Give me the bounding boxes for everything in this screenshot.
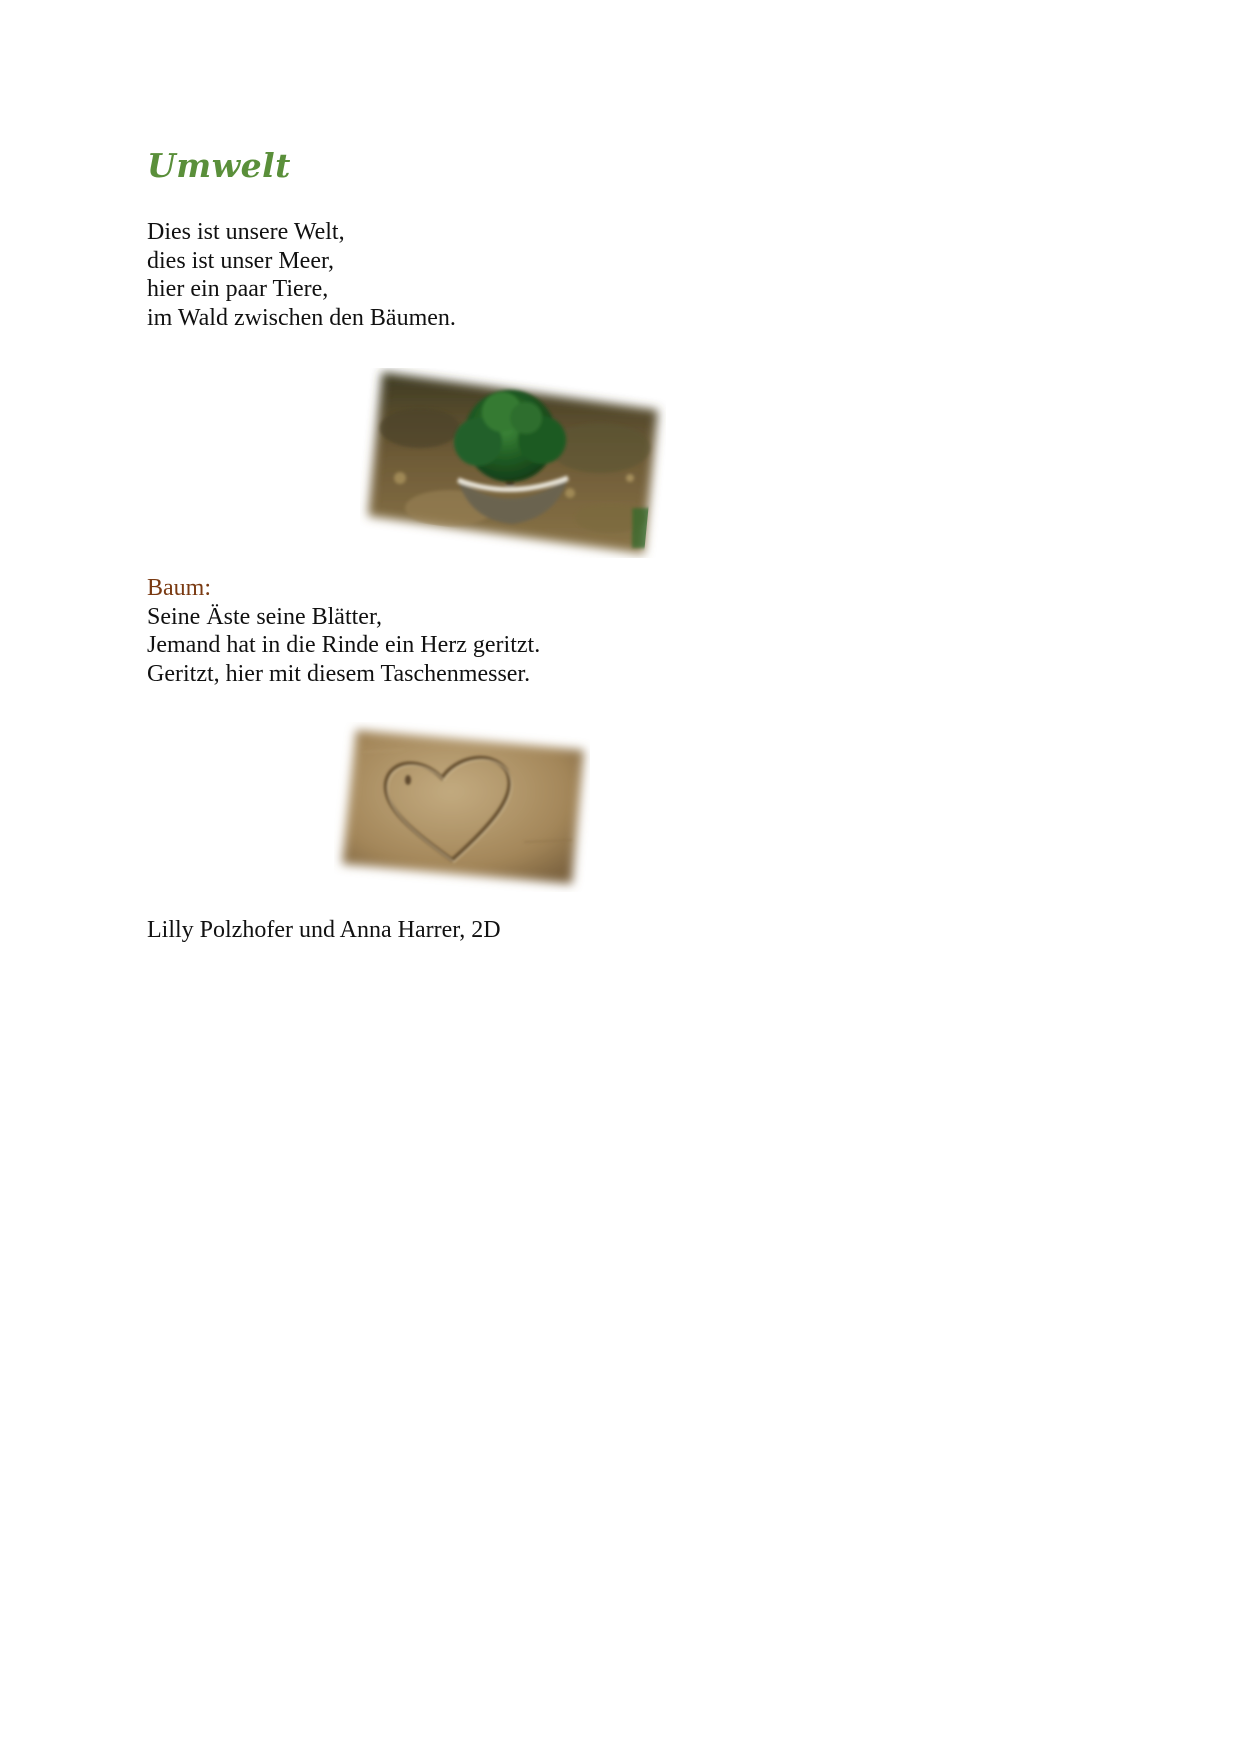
tree-photo-icon (360, 368, 666, 558)
poem-line: Dies ist unsere Welt, (147, 219, 345, 245)
poem-line: Jemand hat in die Rinde ein Herz geritzt. (147, 632, 541, 658)
stanza-2 (147, 574, 540, 688)
tree-in-eggshell-photo (360, 368, 666, 558)
heart-carved-in-sand-photo (334, 722, 590, 892)
heart-photo-icon (334, 722, 590, 892)
poem-line: hier ein paar Tiere, (147, 276, 329, 302)
poem-line: Seine Äste seine Blätter, (147, 603, 382, 630)
stanza-1 (147, 218, 456, 332)
poem-line: dies ist unser Meer, (147, 247, 334, 274)
poem-line: Geritzt, hier mit diesem Taschenmesser. (147, 660, 531, 687)
poem-line: im Wald zwischen den Bäumen. (147, 304, 456, 331)
stanza-heading: Baum: (147, 575, 211, 601)
poem-title: Umwelt (147, 146, 291, 185)
author-credit: Lilly Polzhofer und Anna Harrer, 2D (147, 917, 501, 943)
